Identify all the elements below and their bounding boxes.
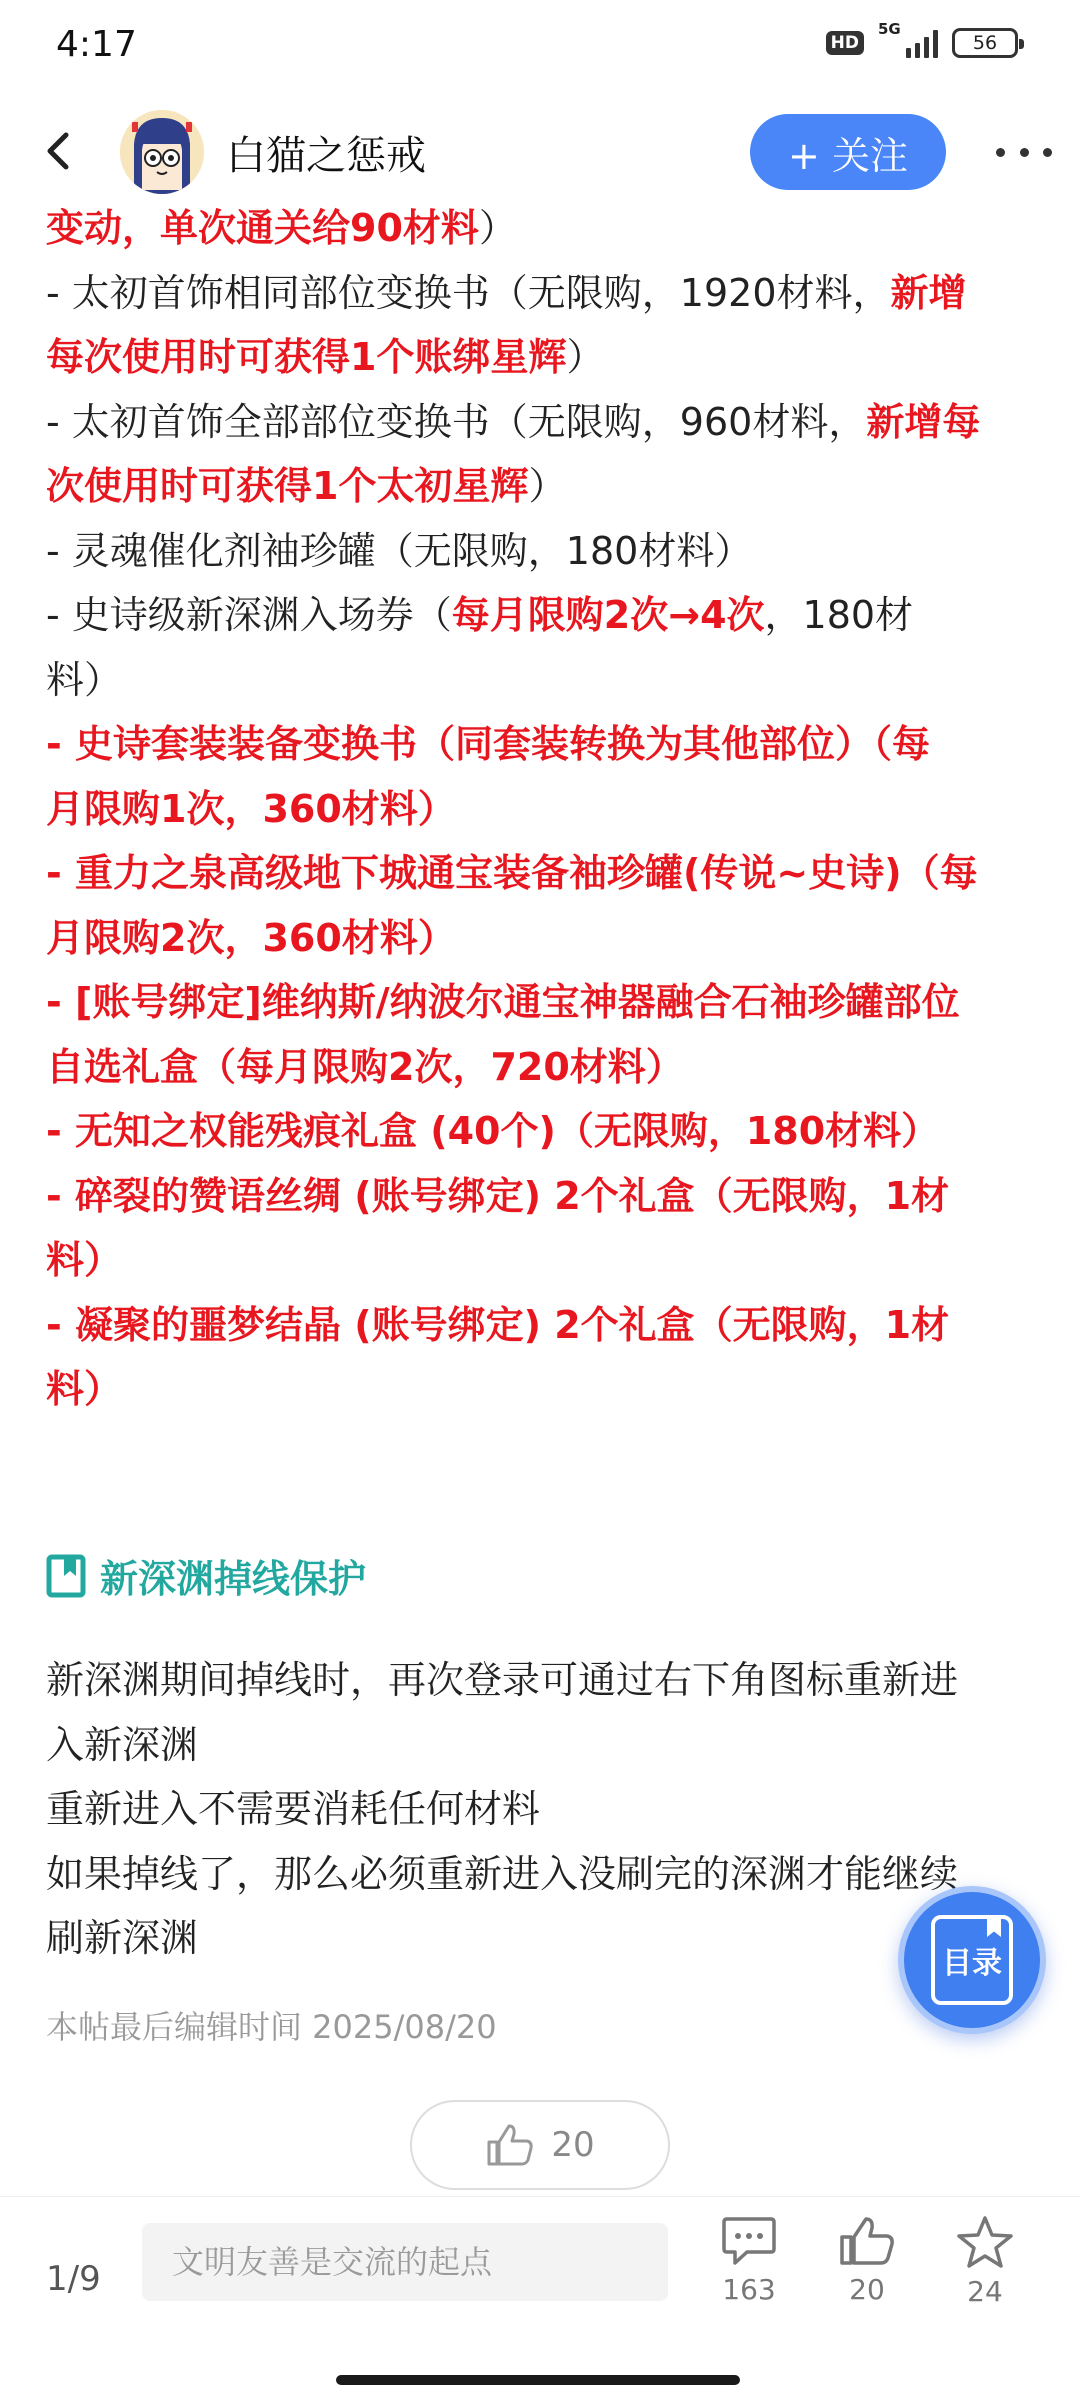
highlight-text: - [账号绑定]维纳斯/纳波尔通宝神器融合石袖珍罐部位 (46, 980, 960, 1024)
highlight-text: 自选礼盒（每月限购2次，720材料） (46, 1044, 684, 1089)
status-icons (826, 20, 1018, 58)
content-line (46, 1164, 1036, 1229)
status-bar (0, 0, 1080, 96)
thumbs-up-icon (838, 2215, 896, 2267)
avatar[interactable] (120, 110, 204, 194)
hd-icon: HD (826, 31, 864, 55)
post-header (0, 96, 1080, 206)
star-icon (956, 2215, 1014, 2269)
body-text: - 史诗级新深渊入场券（ (46, 593, 452, 637)
signal-icon (878, 20, 938, 58)
edit-time: 本帖最后编辑时间 2025/08/20 (46, 2008, 497, 2046)
highlight-text: 每月限购2次→4次 (451, 593, 765, 637)
section-line: 新深渊期间掉线时，再次登录可通过右下角图标重新进 (46, 1658, 959, 1702)
content-line (46, 261, 1036, 326)
content-line (46, 583, 1036, 648)
section-line: 重新进入不需要消耗任何材料 (46, 1787, 541, 1831)
section-body (46, 1648, 1036, 1971)
avatar-image (120, 110, 204, 194)
post-content (46, 196, 1036, 1422)
favorite-count: 24 (967, 2275, 1003, 2308)
comment-input[interactable] (142, 2223, 668, 2301)
highlight-text: - 史诗套装装备变换书（同套装转换为其他部位）（每 (46, 722, 931, 766)
section-line: 刷新深渊 (46, 1916, 199, 1960)
body-text: 料） (46, 657, 123, 702)
content-line (46, 1293, 1036, 1358)
network-type: 5G (878, 20, 901, 38)
favorite-button[interactable] (940, 2215, 1030, 2308)
section-title: 新深渊掉线保护 (100, 1557, 367, 1601)
highlight-text: - 重力之泉高级地下城通宝装备袖珍罐(传说~史诗)（每 (46, 851, 978, 895)
highlight-text: 新增每 (866, 399, 981, 444)
battery-level: 56 (972, 32, 998, 54)
highlight-text: - 无知之权能残痕礼盒 (40个)（无限购，180材料） (46, 1109, 940, 1153)
body-text: ） (566, 335, 605, 379)
body-text: - 太初首饰相同部位变换书（无限购，1920材料， (46, 270, 891, 315)
highlight-text: 新增 (890, 270, 967, 315)
follow-button[interactable]: + 关注 (750, 114, 946, 190)
content-line (46, 1099, 1036, 1164)
content-line (46, 777, 1036, 842)
content-line (46, 906, 1036, 971)
content-line (46, 1357, 1036, 1422)
battery-icon (952, 28, 1018, 58)
toc-label: 目录 (942, 1946, 1002, 1981)
section-line: 入新深渊 (46, 1722, 199, 1767)
thumbs-up-icon (485, 2122, 535, 2168)
chevron-left-icon (44, 131, 74, 171)
page-indicator[interactable]: 1/9 (46, 2259, 101, 2299)
table-of-contents-button[interactable] (898, 1886, 1046, 2034)
book-icon (931, 1915, 1013, 2005)
content-line (46, 841, 1036, 906)
body-text: ） (528, 464, 567, 508)
highlight-text: - 凝聚的噩梦结晶 (账号绑定) 2个礼盒（无限购，1材 (46, 1302, 950, 1347)
body-text: - 灵魂催化剂袖珍罐（无限购，180材料） (46, 528, 753, 573)
content-line (46, 519, 1036, 584)
status-time: 4:17 (56, 24, 137, 65)
like-count: 20 (551, 2125, 595, 2165)
bottom-action-bar (0, 2196, 1080, 2401)
comment-icon (721, 2215, 777, 2267)
content-line (46, 454, 1036, 519)
content-line (46, 712, 1036, 777)
highlight-text: 料） (46, 1367, 123, 1411)
more-dot-icon (1043, 148, 1052, 157)
author-name[interactable]: 白猫之惩戒 (226, 133, 426, 179)
highlight-text: 变动，单次通关给90材料 (46, 206, 479, 250)
highlight-text: 每次使用时可获得1个账绑星辉 (46, 335, 567, 379)
highlight-text: 月限购2次，360材料） (46, 915, 456, 960)
highlight-text: 次使用时可获得1个太初星辉 (46, 464, 529, 508)
highlight-text: 月限购1次，360材料） (46, 786, 456, 831)
home-indicator[interactable] (336, 2375, 740, 2385)
content-line (46, 390, 1036, 455)
body-text: ，180材 (764, 593, 914, 637)
bookmark-icon (46, 1554, 86, 1598)
highlight-text: 料） (46, 1238, 123, 1282)
comment-count: 163 (722, 2273, 776, 2306)
content-line (46, 196, 1036, 261)
comments-button[interactable] (704, 2215, 794, 2306)
back-button[interactable] (34, 126, 84, 176)
content-line (46, 648, 1036, 713)
highlight-text: - 碎裂的赞语丝绸 (账号绑定) 2个礼盒（无限购，1材 (46, 1173, 950, 1218)
like-toolbar-button[interactable] (822, 2215, 912, 2306)
content-line (46, 970, 1036, 1035)
body-text: - 太初首饰全部部位变换书（无限购，960材料， (46, 399, 867, 444)
more-dot-icon (1020, 148, 1029, 157)
body-text: ） (478, 206, 517, 250)
like-toolbar-count: 20 (849, 2273, 885, 2306)
more-options-button[interactable] (996, 132, 1052, 172)
content-line (46, 325, 1036, 390)
section-heading (46, 1548, 366, 1603)
more-dot-icon (996, 148, 1005, 157)
like-button[interactable] (410, 2100, 670, 2190)
content-line (46, 1228, 1036, 1293)
section-line: 如果掉线了，那么必须重新进入没刷完的深渊才能继续 (46, 1851, 959, 1896)
content-line (46, 1035, 1036, 1100)
